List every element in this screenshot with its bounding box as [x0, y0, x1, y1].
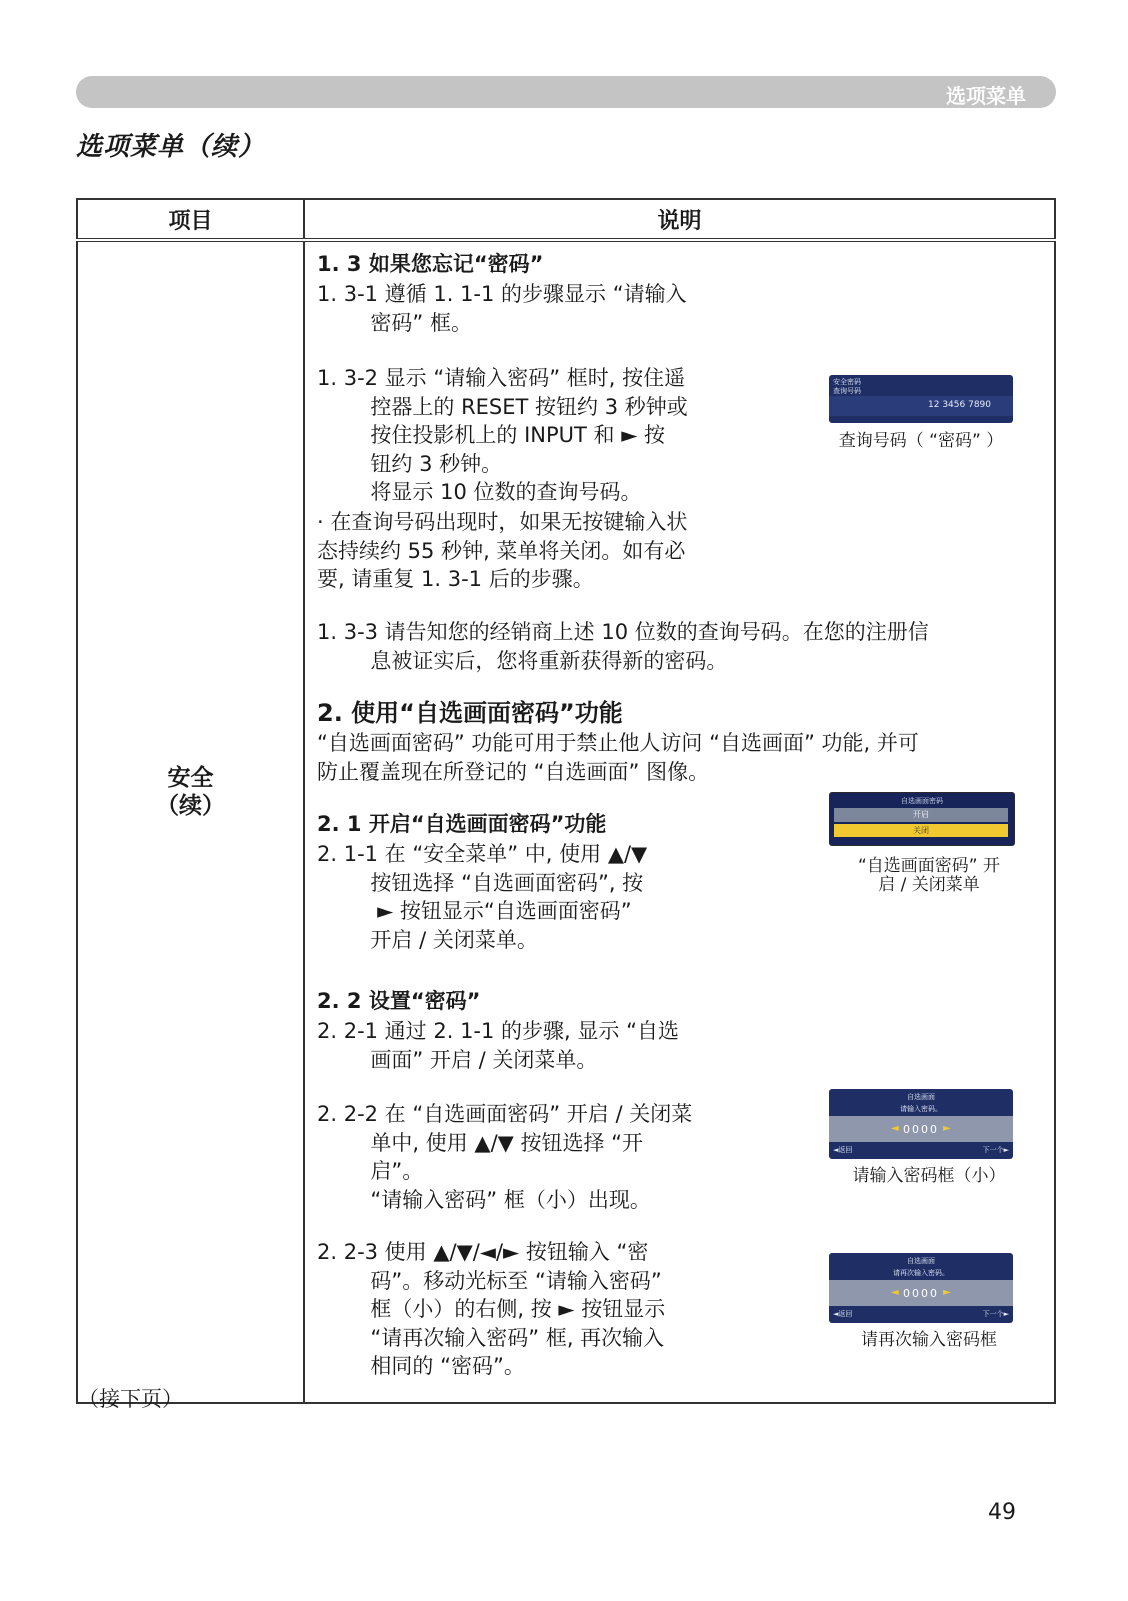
step-1-3-1: 1. 3-1 遵循 1. 1-1 的步骤显示 “请输入 密码” 框。	[317, 282, 687, 335]
reenter-password-screen	[829, 1253, 1013, 1323]
enter-screen-prompt: 请输入密码。	[900, 1105, 942, 1113]
onoff-menu-title: 自选画面密码	[901, 797, 943, 805]
enter-code-row	[829, 1116, 1013, 1142]
reenter-next-label: 下一个►	[982, 1310, 1009, 1318]
next-arrow-icon: ►	[1003, 1146, 1009, 1154]
continued-note: （接下页）	[78, 1387, 183, 1411]
reenter-code-row	[829, 1280, 1013, 1306]
cursor-left-icon: ◄	[891, 1123, 899, 1134]
cursor-left-icon: ◄	[891, 1287, 899, 1298]
onoff-option-on: 开启	[834, 808, 1008, 822]
section-2-heading: 2. 使用“自选画面密码”功能	[317, 699, 623, 727]
item-label-continued: （续）	[156, 793, 225, 819]
step-2-2-2: 2. 2-2 在 “自选画面密码” 开启 / 关闭菜 单中, 使用 ▲/▼ 按钮选择 “开 启”。 “请输入密码” 框（小）出现。	[317, 1102, 693, 1212]
inquiry-number: 12 3456 7890	[928, 400, 991, 410]
column-header-description: 说明	[304, 199, 1055, 240]
back-arrow-icon: ◄	[833, 1310, 839, 1318]
reenter-code-value: 0000	[903, 1287, 939, 1300]
inquiry-screen-title: 安全密码	[833, 378, 861, 386]
onoff-menu-screen	[829, 792, 1015, 846]
step-2-2-1: 2. 2-1 通过 2. 1-1 的步骤, 显示 “自选 画面” 开启 / 关闭菜单。	[317, 1019, 679, 1072]
section-2-1-heading: 2. 1 开启“自选画面密码”功能	[317, 812, 607, 836]
step-2-1-1: 2. 1-1 在 “安全菜单” 中, 使用 ▲/▼ 按钮选择 “自选画面密码”, 按 ► 按钮显示“自选画面密码” 开启 / 关闭菜单。	[317, 842, 648, 952]
item-label: 安全	[167, 765, 214, 791]
enter-password-caption: 请输入密码框（小）	[852, 1166, 1006, 1186]
reenter-screen-prompt: 请再次输入密码。	[893, 1269, 949, 1277]
inquiry-screen-caption: 查询号码（ “密码” ）	[838, 431, 1004, 451]
onoff-menu-caption: “自选画面密码” 开 启 / 关闭菜单	[857, 856, 1001, 895]
section-1-3-heading: 1. 3 如果您忘记“密码”	[317, 252, 544, 276]
section-2-2-heading: 2. 2 设置“密码”	[317, 989, 481, 1013]
page-number: 49	[988, 1500, 1016, 1525]
onoff-option-off: 关闭	[834, 824, 1008, 837]
item-cell	[77, 240, 304, 1403]
note-1-3: · 在查询号码出现时，如果无按键输入状 态持续约 55 秒钟, 菜单将关闭。如有必 要, 请重复 1. 3-1 后的步骤。	[317, 510, 688, 591]
reenter-back-label: ◄返回	[833, 1310, 853, 1318]
step-1-3-3: 1. 3-3 请告知您的经销商上述 10 位数的查询号码。在您的注册信 息被证实后，您将重新获得新的密码。	[317, 620, 929, 673]
enter-code-value: 0000	[903, 1123, 939, 1136]
inquiry-screen-subtitle: 查询号码	[833, 387, 861, 395]
inquiry-screen	[829, 375, 1013, 423]
description-cell	[304, 240, 1055, 1403]
step-1-3-2: 1. 3-2 显示 “请输入密码” 框时, 按住遥 控器上的 RESET 按钮约 3 秒钟或 按住投影机上的 INPUT 和 ► 按 钮约 3 秒钟。 将显示 10 位数的查询号码。	[317, 366, 688, 504]
header-bar	[76, 76, 1056, 108]
cursor-right-icon: ►	[943, 1123, 951, 1134]
page-title: 选项菜单（续）	[76, 132, 266, 162]
enter-next-label: 下一个►	[982, 1146, 1009, 1154]
enter-back-label: ◄返回	[833, 1146, 853, 1154]
step-2-2-3: 2. 2-3 使用 ▲/▼/◄/► 按钮输入 “密 码”。移动光标至 “请输入密码” 框（小）的右侧, 按 ► 按钮显示 “请再次输入密码” 框, 再次输入 相同的 “密码”。	[317, 1240, 666, 1378]
cursor-right-icon: ►	[943, 1287, 951, 1298]
section-2-intro: “自选画面密码” 功能可用于禁止他人访问 “自选画面” 功能, 并可 防止覆盖现在所登记的 “自选画面” 图像。	[317, 731, 919, 784]
reenter-password-caption: 请再次输入密码框	[861, 1330, 997, 1350]
header-label: 选项菜单	[946, 84, 1026, 108]
back-arrow-icon: ◄	[833, 1146, 839, 1154]
options-table	[76, 198, 1056, 1404]
enter-password-screen	[829, 1089, 1013, 1159]
column-header-item: 项目	[77, 199, 304, 240]
next-arrow-icon: ►	[1003, 1310, 1009, 1318]
enter-screen-title: 自选画面	[907, 1093, 935, 1101]
inquiry-number-row	[829, 396, 1013, 416]
reenter-screen-title: 自选画面	[907, 1257, 935, 1265]
